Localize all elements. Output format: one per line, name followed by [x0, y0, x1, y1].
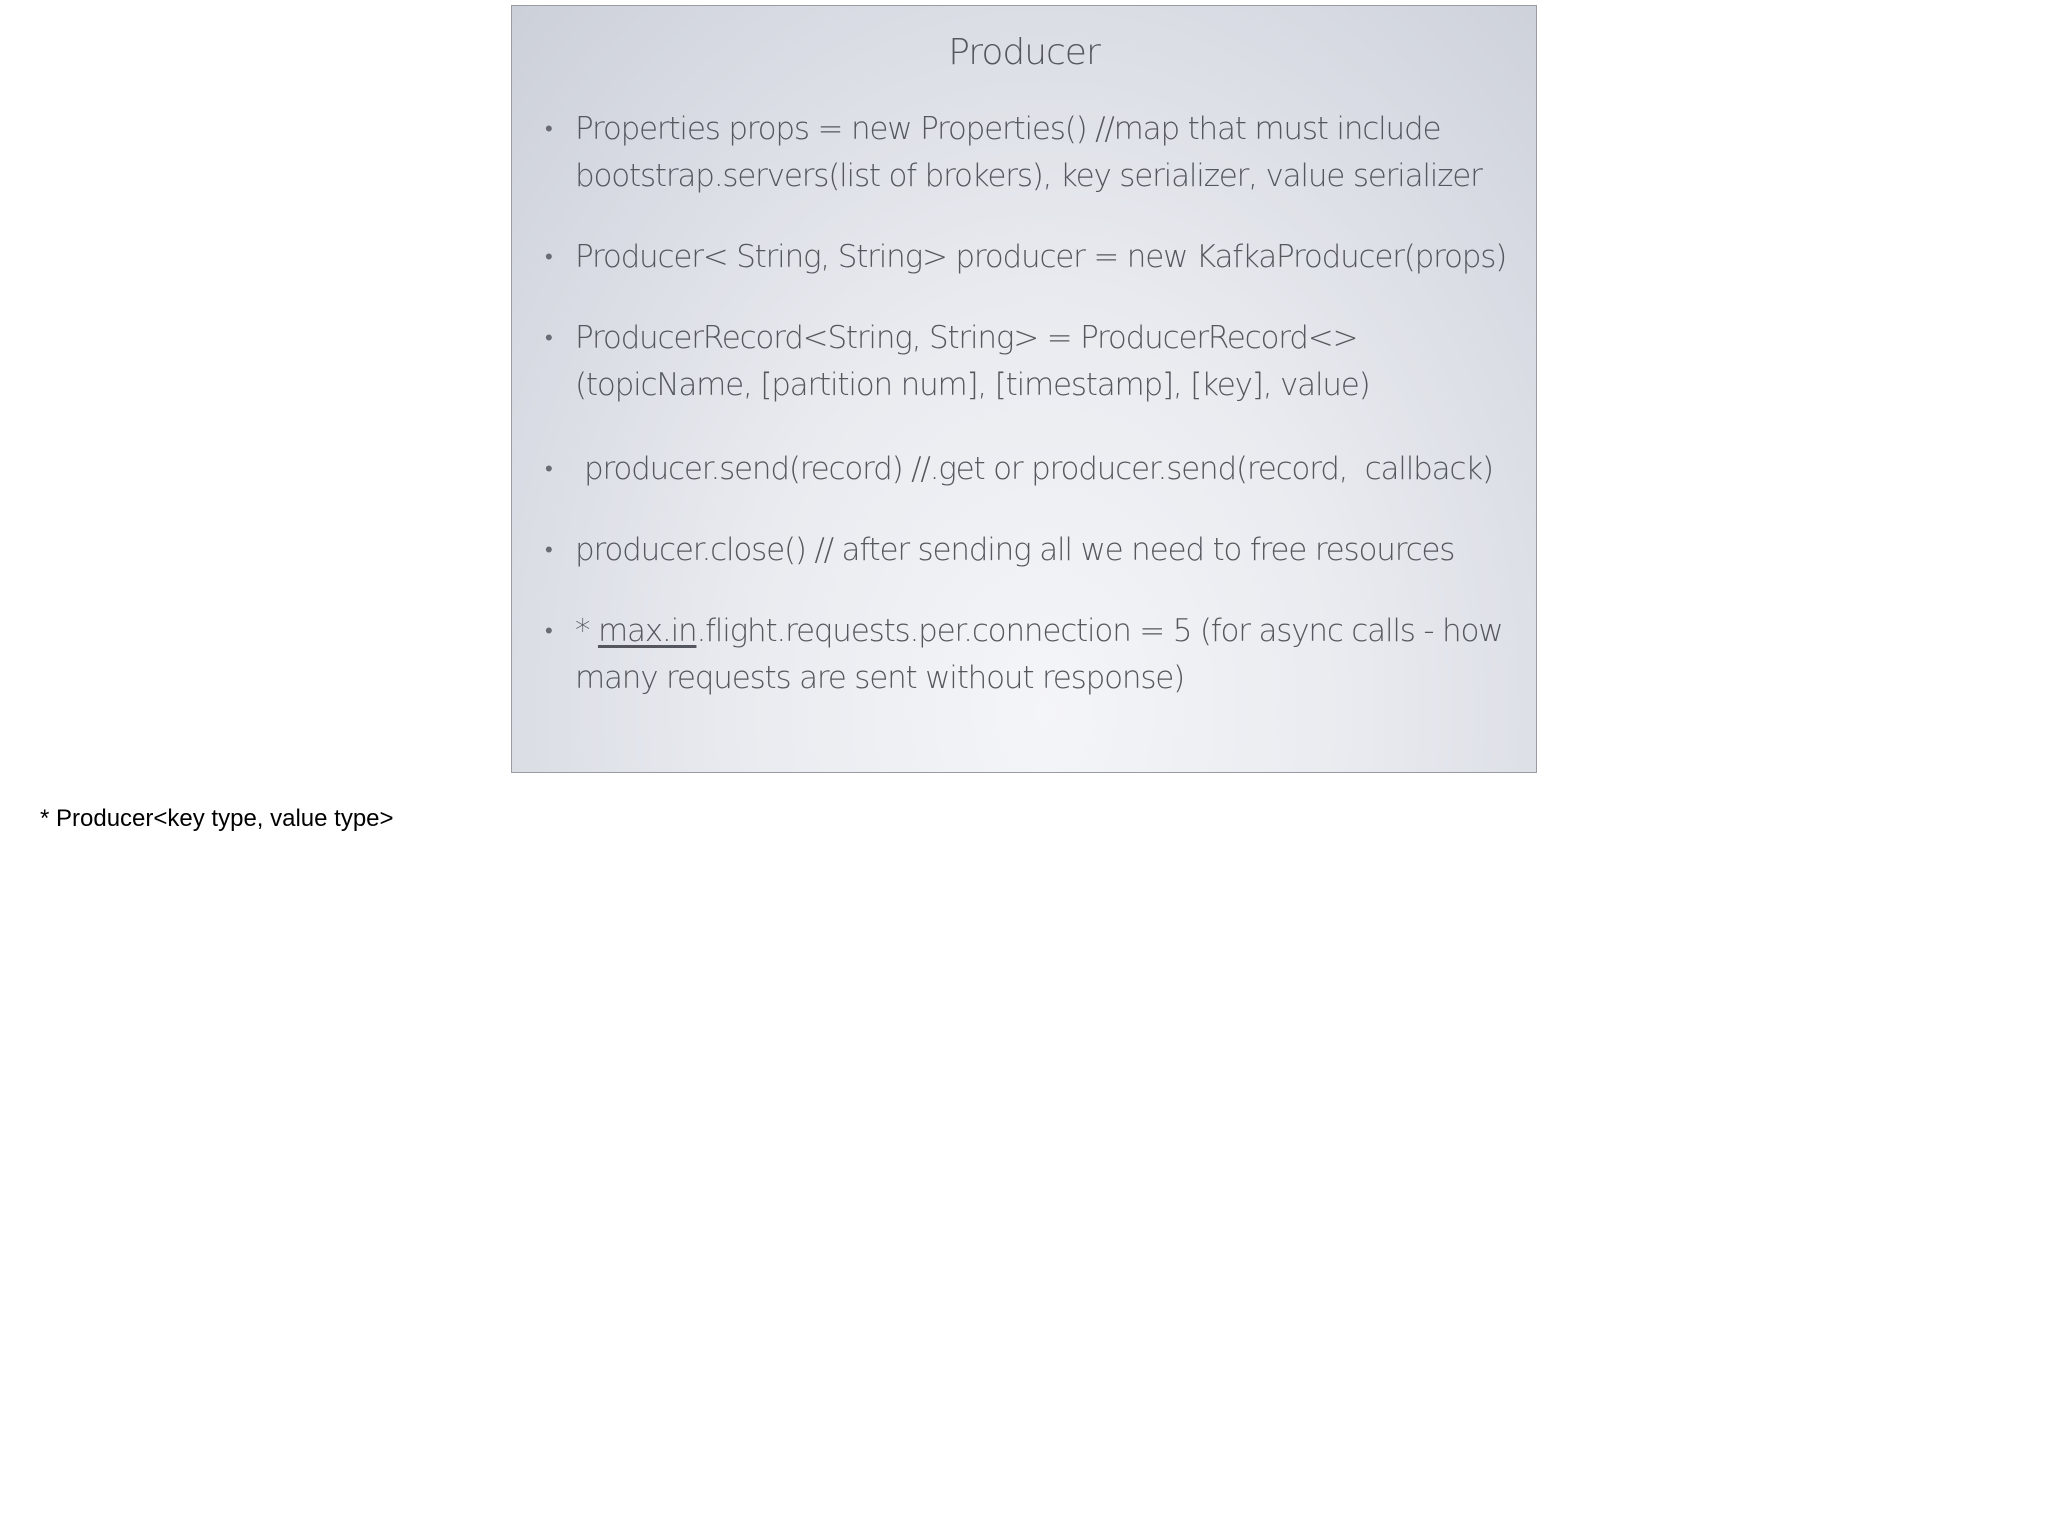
bullet-item — [545, 315, 1525, 409]
bullet-marker: • — [545, 117, 553, 142]
bullet-text: producer.send(record) //.get or producer.send(record, callback) — [584, 451, 1493, 487]
bullet-item — [545, 608, 1525, 702]
bullet-marker: • — [545, 245, 553, 270]
bullet-prefix: * — [575, 613, 598, 649]
max-in-link[interactable]: max.in — [597, 613, 697, 649]
bullet-text: producer.close() // after sending all we need to free resources — [575, 532, 1455, 568]
bullet-item — [545, 234, 1525, 281]
bullet-marker: • — [545, 619, 553, 644]
bullet-item — [545, 446, 1525, 493]
bullet-text: Properties props = new Properties() //map that must include bootstrap.servers(list of brokers), key serializer, value serializer — [575, 111, 1482, 194]
bullet-item — [545, 106, 1525, 200]
bullet-text — [575, 608, 1525, 702]
bullet-item — [545, 527, 1525, 574]
bullet-text: Producer< String, String> producer = new KafkaProducer(props) — [575, 239, 1507, 275]
bullet-marker: • — [545, 538, 553, 563]
bullet-text: ProducerRecord<String, String> = ProducerRecord<>(topicName, [partition num], [timestamp], [key], value) — [575, 320, 1370, 403]
slide-title: Producer — [948, 32, 1100, 73]
bullet-suffix: .flight.requests.per.connection = 5 (for async calls - how many requests are sent without response) — [575, 613, 1512, 696]
speaker-note: * Producer<key type, value type> — [40, 805, 394, 832]
bullet-marker: • — [545, 326, 553, 351]
slide — [511, 5, 1537, 773]
bullet-marker: • — [545, 457, 553, 482]
